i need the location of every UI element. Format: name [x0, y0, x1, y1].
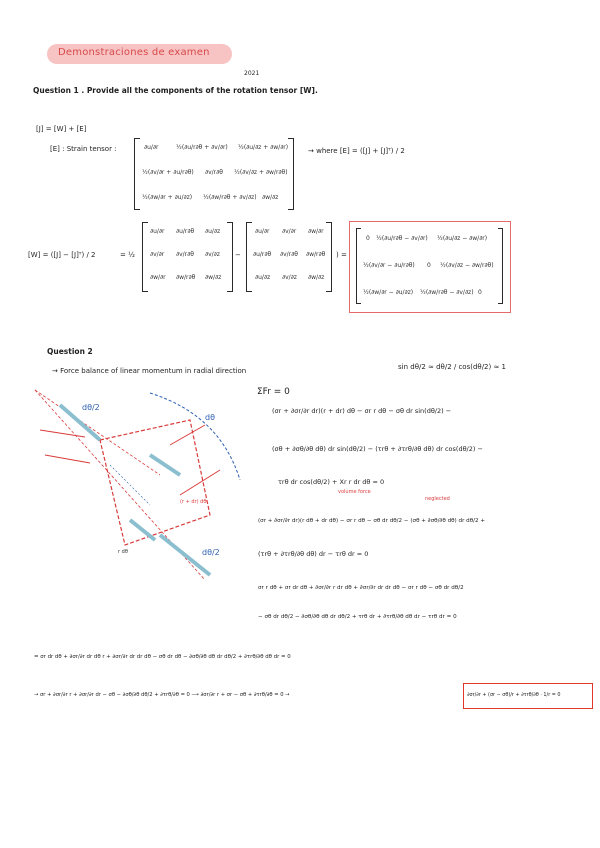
- j-cell: ∂v/r∂θ: [176, 251, 194, 258]
- q2-line: − σθ dr dθ/2 − ∂σθ/∂θ dθ dr dθ/2 + τrθ dr + ∂τrθ/∂θ dθ dr − τrθ dr = 0: [258, 614, 457, 620]
- jt-cell: ∂w/∂r: [308, 228, 324, 235]
- q2-heading: Question 2: [47, 347, 93, 356]
- q2-subheading: → Force balance of linear momentum in radial direction: [52, 367, 247, 375]
- w-lhs: [W] = ([J] − [J]ᵀ) / 2: [28, 251, 96, 259]
- e-cell: ½(∂u/r∂θ + ∂v/∂r): [176, 144, 228, 151]
- j-cell: ∂v/∂z: [205, 251, 220, 258]
- w-cell: 0: [427, 262, 431, 269]
- e-cell: ½(∂v/∂r + ∂u/r∂θ): [142, 169, 194, 176]
- j-cell: ∂u/r∂θ: [176, 228, 195, 235]
- neglected-label: neglected: [425, 496, 450, 502]
- e-cell: ∂v/r∂θ: [205, 169, 223, 176]
- j-cell: ∂u/∂z: [205, 228, 221, 235]
- stress-arrow-inner: [150, 455, 180, 475]
- e-cell: ½(∂v/∂z + ∂w/r∂θ): [234, 169, 288, 176]
- w-cell: ½(∂w/r∂θ − ∂v/∂z): [420, 289, 474, 296]
- equals-sign: ) =: [336, 251, 347, 259]
- label-r-dr: (r + dr) dθ: [180, 499, 207, 505]
- q2-line: = σr dr dθ + ∂σr/∂r dr dθ r + ∂σr/∂r dr dr dθ − σθ dr dθ − ∂σθ/∂θ dθ dr dθ/2 + ∂τrθ/∂θ dθ dr = 0: [34, 654, 291, 660]
- q2-line: → σr + ∂σr/∂r r + ∂σr/∂r dr − σθ − ∂σθ/∂θ dθ/2 + ∂τrθ/∂θ = 0 ⟶ ∂σr/∂r r + σr − σθ + ∂τrθ/∂θ = 0 →: [34, 692, 290, 698]
- q2-line: (σr + ∂σr/∂r dr)(r dθ + dr dθ) − σr r dθ − σθ dr dθ/2 − (σθ + ∂σθ/∂θ dθ) dr dθ/2 +: [258, 518, 486, 524]
- w-cell: ½(∂u/r∂θ − ∂v/∂r): [376, 235, 428, 242]
- jt-cell: ∂w/∂z: [308, 274, 325, 281]
- jt-cell: ∂u/∂r: [255, 228, 270, 235]
- e-matrix-right-bracket: [288, 138, 294, 210]
- page-title: Demonstraciones de examen: [58, 47, 210, 58]
- page-number: 2021: [244, 70, 260, 77]
- force-arrow-4: [180, 470, 220, 495]
- outer-arc: [150, 393, 240, 480]
- jt-cell: ∂v/∂z: [282, 274, 297, 281]
- jt-cell: ∂v/∂r: [282, 228, 297, 235]
- q2-result: ∂σr/∂r + (σr − σθ)/r + ∂τrθ/∂θ · 1/r = 0: [467, 692, 561, 698]
- label-rdtheta: r dθ: [118, 549, 128, 555]
- j-cell: ∂w/∂r: [150, 274, 166, 281]
- force-arrow-1: [40, 430, 85, 437]
- element-outline: [100, 420, 210, 545]
- element-diagram: [30, 385, 255, 590]
- e-cell: ½(∂w/∂r + ∂u/∂z): [142, 194, 193, 201]
- q2-approx: sin dθ/2 ≈ dθ/2 / cos(dθ/2) ≈ 1: [398, 363, 507, 371]
- j-cell: ∂w/∂z: [205, 274, 222, 281]
- q1-where: → where [E] = ([J] + [J]ᵀ) / 2: [308, 147, 405, 155]
- j-cell: ∂u/∂r: [150, 228, 165, 235]
- q2-sum-f: ΣFr = 0: [257, 387, 290, 397]
- w-matrix-left-bracket: [356, 228, 361, 304]
- w-cell: 0: [478, 289, 482, 296]
- w-matrix-right-bracket: [498, 228, 503, 304]
- j-cell: ∂w/r∂θ: [176, 274, 196, 281]
- jt-cell: ∂v/r∂θ: [280, 251, 298, 258]
- volume-force-label: volume force: [338, 489, 371, 495]
- w-cell: ½(∂w/∂r − ∂u/∂z): [363, 289, 414, 296]
- jt-cell: ∂w/r∂θ: [306, 251, 326, 258]
- force-arrow-2: [45, 455, 90, 463]
- e-cell: ½(∂u/∂z + ∂w/∂r): [238, 144, 289, 151]
- eq-half: = ½: [120, 251, 135, 259]
- jt-matrix-left-bracket: [246, 222, 252, 292]
- e-cell: ∂w/∂z: [262, 194, 279, 201]
- e-matrix-left-bracket: [134, 138, 140, 210]
- q1-shear-label: [E] : Strain tensor :: [50, 145, 117, 153]
- j-matrix-right-bracket: [227, 222, 233, 292]
- w-cell: ½(∂u/∂z − ∂w/∂r): [437, 235, 488, 242]
- jt-cell: ∂u/∂z: [255, 274, 271, 281]
- q1-line1: [J] = [W] + [E]: [36, 125, 87, 133]
- q2-line: (σr + ∂σr/∂r dr)(r + dr) dθ − σr r dθ − σθ dr sin(dθ/2) −: [272, 407, 452, 415]
- jt-cell: ∂u/r∂θ: [253, 251, 272, 258]
- label-dtheta: dθ: [205, 413, 215, 422]
- label-dtheta2-bottom: dθ/2: [202, 548, 220, 557]
- j-cell: ∂v/∂r: [150, 251, 165, 258]
- j-matrix-left-bracket: [142, 222, 148, 292]
- force-arrow-3: [170, 425, 205, 445]
- q2-line: (σθ + ∂σθ/∂θ dθ) dr sin(dθ/2) − (τrθ + ∂τrθ/∂θ dθ) dr cos(dθ/2) −: [272, 445, 483, 453]
- label-dtheta2-top: dθ/2: [82, 403, 100, 412]
- jt-matrix-right-bracket: [326, 222, 332, 292]
- q2-line: (τrθ + ∂τrθ/∂θ dθ) dr − τrθ dr = 0: [258, 550, 369, 558]
- q2-line: σr r dθ + σr dr dθ + ∂σr/∂r r dr dθ + ∂σr/∂r dr dr dθ − σr r dθ − σθ dr dθ/2: [258, 585, 464, 591]
- w-cell: 0: [366, 235, 370, 242]
- e-cell: ½(∂w/r∂θ + ∂v/∂z): [203, 194, 257, 201]
- hatch-line: [110, 465, 150, 505]
- stress-arrow-mid: [130, 520, 155, 540]
- w-cell: ½(∂v/∂z − ∂w/r∂θ): [440, 262, 494, 269]
- e-cell: ∂u/∂r: [144, 144, 159, 151]
- q2-line: τrθ dr cos(dθ/2) + Xr r dr dθ = 0: [278, 478, 385, 486]
- w-cell: ½(∂v/∂r − ∂u/r∂θ): [363, 262, 415, 269]
- q1-heading: Question 1 . Provide all the components of the rotation tensor [W].: [33, 86, 318, 95]
- minus-sign: −: [235, 251, 241, 259]
